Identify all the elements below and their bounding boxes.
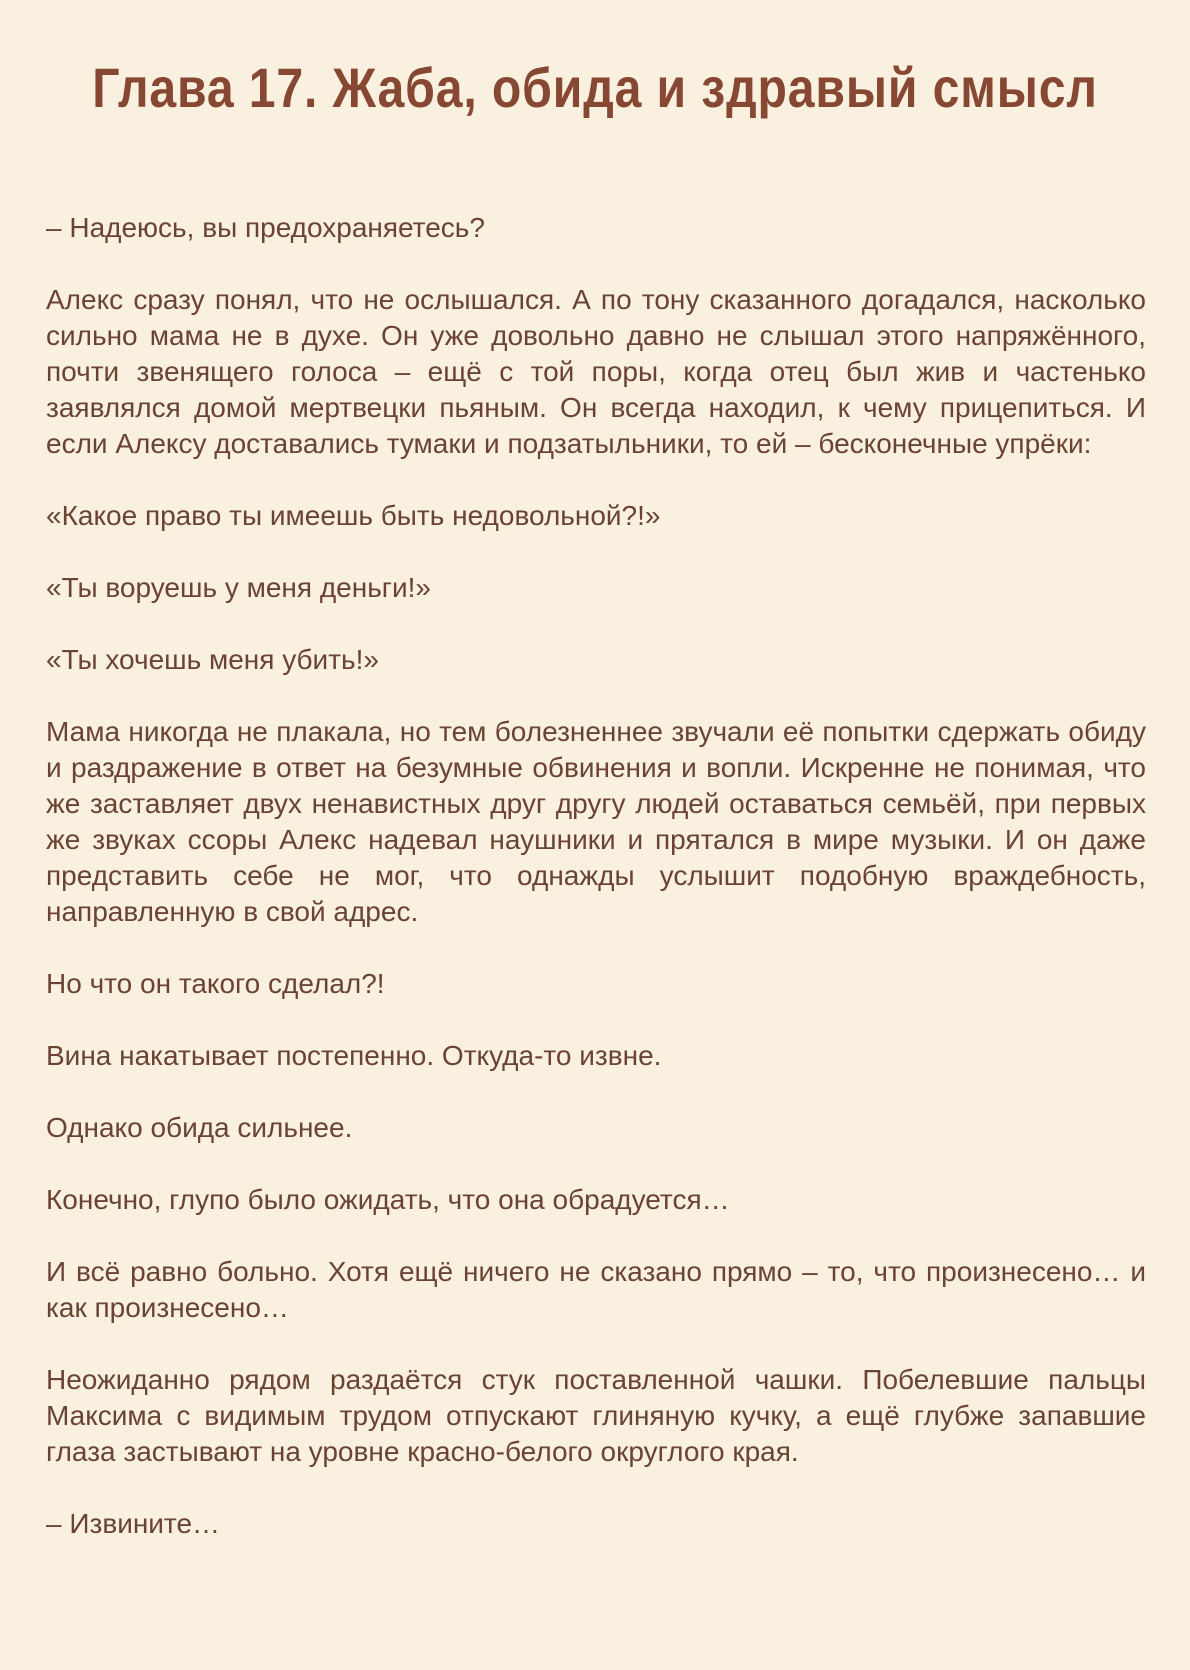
paragraph: «Какое право ты имеешь быть недовольной?!» bbox=[46, 500, 661, 531]
paragraph: Однако обида сильнее. bbox=[46, 1112, 353, 1143]
paragraph: Алекс сразу понял, что не ослышался. А по тону сказанного догадался, насколько сильно мама не в духе. Он уже довольно давно не слышал этого напряжённого, почти звенящего голоса – ещё с той поры, когда отец был жив и частенько заявлялся домой мертвецки пьяным. Он всегда находил, к чему прицепиться. И если Алексу доставались тумаки и подзатыльники, то ей – бесконечные упрёки: bbox=[46, 284, 1146, 459]
paragraph: И всё равно больно. Хотя ещё ничего не сказано прямо – то, что произнесено… и как произнесено… bbox=[46, 1256, 1146, 1323]
chapter-title: Глава 17. Жаба, обида и здравый смысл bbox=[92, 56, 1098, 119]
paragraph: Вина накатывает постепенно. Откуда-то извне. bbox=[46, 1040, 662, 1071]
paragraph: «Ты хочешь меня убить!» bbox=[46, 644, 379, 675]
paragraph: Мама никогда не плакала, но тем болезненнее звучали её попытки сдержать обиду и раздражение в ответ на безумные обвинения и вопли. Искренне не понимая, что же заставляет двух ненавистных друг другу людей оставаться семьёй, при первых же звуках ссоры Алекс надевал наушники и прятался в мире музыки. И он даже представить себе не мог, что однажды услышит подобную враждебность, направленную в свой адрес. bbox=[46, 716, 1146, 927]
paragraph: «Ты воруешь у меня деньги!» bbox=[46, 572, 431, 603]
paragraph: Неожиданно рядом раздаётся стук поставленной чашки. Побелевшие пальцы Максима с видимым трудом отпускают глиняную кучку, а ещё глубже запавшие глаза застывают на уровне красно-белого округлого края. bbox=[46, 1364, 1146, 1467]
paragraph: Конечно, глупо было ожидать, что она обрадуется… bbox=[46, 1184, 730, 1215]
chapter-body bbox=[46, 210, 1146, 1578]
paragraph: – Надеюсь, вы предохраняетесь? bbox=[46, 212, 485, 243]
paragraph: Но что он такого сделал?! bbox=[46, 968, 385, 999]
paragraph: – Извините… bbox=[46, 1508, 221, 1539]
